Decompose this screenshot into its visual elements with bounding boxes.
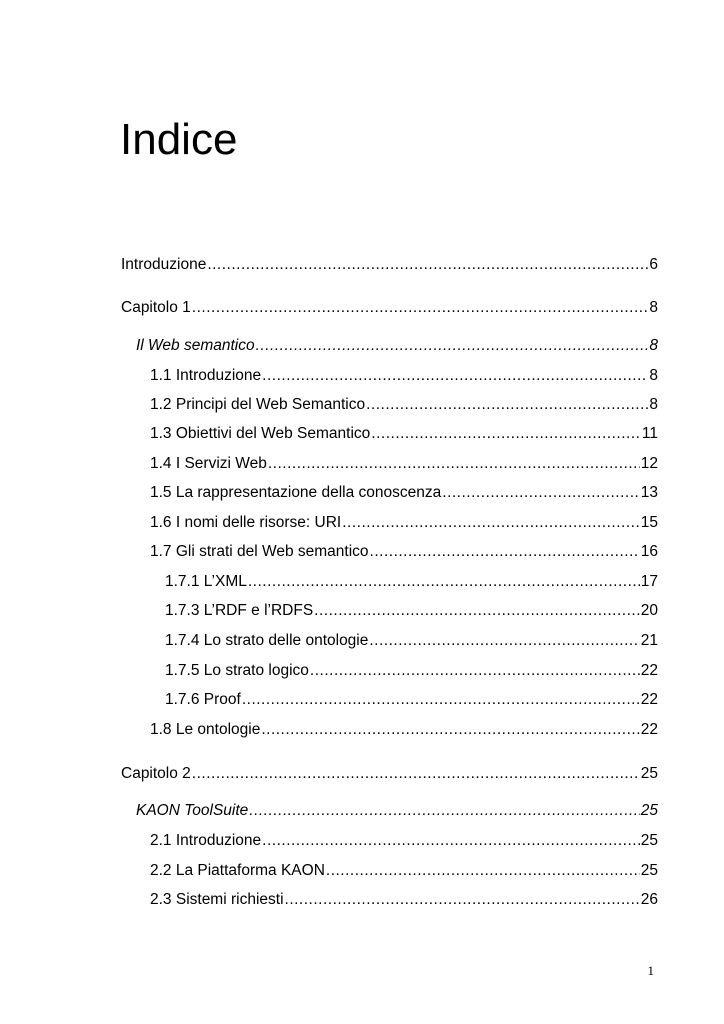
toc-entry-page: 15: [640, 514, 658, 531]
toc-entry-label: Capitolo 2: [121, 765, 191, 782]
toc-entry-label: 1.2 Principi del Web Semantico: [150, 396, 366, 413]
toc-leader-dots: [207, 255, 648, 275]
toc-leader-dots: [249, 801, 639, 821]
toc-entry-2-2[interactable]: [150, 861, 658, 881]
toc-leader-dots: [248, 572, 640, 592]
toc-entry-page: 22: [640, 691, 658, 708]
toc-entry-label: 2.2 La Piattaforma KAON: [150, 862, 325, 879]
toc-entry-1-7-4[interactable]: [165, 631, 658, 651]
toc-entry-label: 2.1 Introduzione: [150, 832, 262, 849]
toc-entry-page: 25: [640, 862, 658, 879]
toc-entry-label: 1.7 Gli strati del Web semantico: [150, 543, 369, 560]
page-title: Indice: [120, 115, 238, 164]
toc-leader-dots: [261, 720, 639, 740]
toc-entry-capitolo-1[interactable]: [121, 298, 658, 318]
toc-leader-dots: [262, 831, 640, 851]
toc-entry-label: 1.1 Introduzione: [150, 367, 262, 384]
toc-entry-capitolo-2[interactable]: [121, 764, 658, 784]
toc-leader-dots: [285, 890, 640, 910]
toc-entry-page: 13: [640, 484, 658, 501]
toc-entry-1-4[interactable]: [150, 454, 658, 474]
toc-entry-label: 1.7.5 Lo strato logico: [165, 662, 309, 679]
toc-leader-dots: [262, 366, 648, 386]
toc-entry-web-semantico[interactable]: [136, 336, 658, 356]
toc-entry-page: 25: [640, 802, 658, 819]
toc-leader-dots: [442, 483, 639, 503]
toc-entry-1-7[interactable]: [150, 542, 658, 562]
toc-entry-page: 22: [640, 721, 658, 738]
toc-entry-1-7-6[interactable]: [165, 690, 658, 710]
toc-entry-1-6[interactable]: [150, 513, 658, 533]
toc-leader-dots: [314, 601, 640, 621]
toc-entry-page: 26: [640, 891, 658, 908]
toc-entry-2-1[interactable]: [150, 831, 658, 851]
toc-entry-label: 1.7.6 Proof: [165, 691, 241, 708]
page-number: 1: [647, 963, 654, 978]
toc-entry-label: 1.7.3 L’RDF e l’RDFS: [165, 602, 314, 619]
toc-entry-kaon-toolsuite[interactable]: [136, 801, 658, 821]
toc-entry-1-1[interactable]: [150, 366, 658, 386]
toc-entry-1-3[interactable]: [150, 424, 658, 444]
toc-entry-page: 8: [649, 299, 658, 316]
toc-entry-label: 1.7.4 Lo strato delle ontologie: [165, 632, 369, 649]
toc-entry-label: Il Web semantico: [136, 337, 255, 354]
toc-entry-page: 8: [649, 396, 658, 413]
toc-entry-label: 1.5 La rappresentazione della conoscenza: [150, 484, 442, 501]
toc-leader-dots: [342, 513, 640, 533]
toc-entry-label: 2.3 Sistemi richiesti: [150, 891, 284, 908]
toc-entry-label: 1.8 Le ontologie: [150, 721, 261, 738]
toc-entry-page: 21: [640, 632, 658, 649]
toc-entry-introduzione[interactable]: [121, 255, 658, 275]
toc-entry-page: 22: [640, 662, 658, 679]
toc-entry-page: 17: [640, 573, 658, 590]
toc-entry-label: 1.6 I nomi delle risorse: URI: [150, 514, 342, 531]
toc-entry-page: 20: [640, 602, 658, 619]
toc-entry-1-7-3[interactable]: [165, 601, 658, 621]
toc-leader-dots: [370, 542, 640, 562]
toc-entry-label: 1.3 Obiettivi del Web Semantico: [150, 425, 371, 442]
toc-leader-dots: [242, 690, 640, 710]
toc-entry-page: 8: [649, 337, 658, 354]
toc-entry-page: 8: [649, 367, 658, 384]
toc-entry-page: 6: [649, 256, 658, 273]
toc-leader-dots: [256, 336, 649, 356]
toc-entry-label: Capitolo 1: [121, 299, 191, 316]
toc-entry-page: 12: [640, 455, 658, 472]
toc-leader-dots: [192, 298, 649, 318]
toc-entry-1-2[interactable]: [150, 395, 658, 415]
toc-leader-dots: [268, 454, 640, 474]
toc-entry-label: 1.4 I Servizi Web: [150, 455, 267, 472]
toc-entry-page: 11: [641, 425, 658, 442]
toc-entry-1-5[interactable]: [150, 483, 658, 503]
toc-leader-dots: [326, 861, 640, 881]
toc-entry-2-3[interactable]: [150, 890, 658, 910]
toc-entry-page: 25: [640, 765, 658, 782]
toc-leader-dots: [369, 631, 639, 651]
toc-entry-page: 16: [640, 543, 658, 560]
toc-entry-label: 1.7.1 L’XML: [165, 573, 247, 590]
toc-entry-label: Introduzione: [121, 256, 207, 273]
toc-entry-1-7-5[interactable]: [165, 661, 658, 681]
toc-entry-page: 25: [640, 832, 658, 849]
toc-leader-dots: [371, 424, 641, 444]
toc-entry-label: KAON ToolSuite: [136, 802, 249, 819]
toc-entry-1-7-1[interactable]: [165, 572, 658, 592]
toc-leader-dots: [192, 764, 640, 784]
toc-leader-dots: [310, 661, 640, 681]
toc-leader-dots: [366, 395, 648, 415]
toc-entry-1-8[interactable]: [150, 720, 658, 740]
